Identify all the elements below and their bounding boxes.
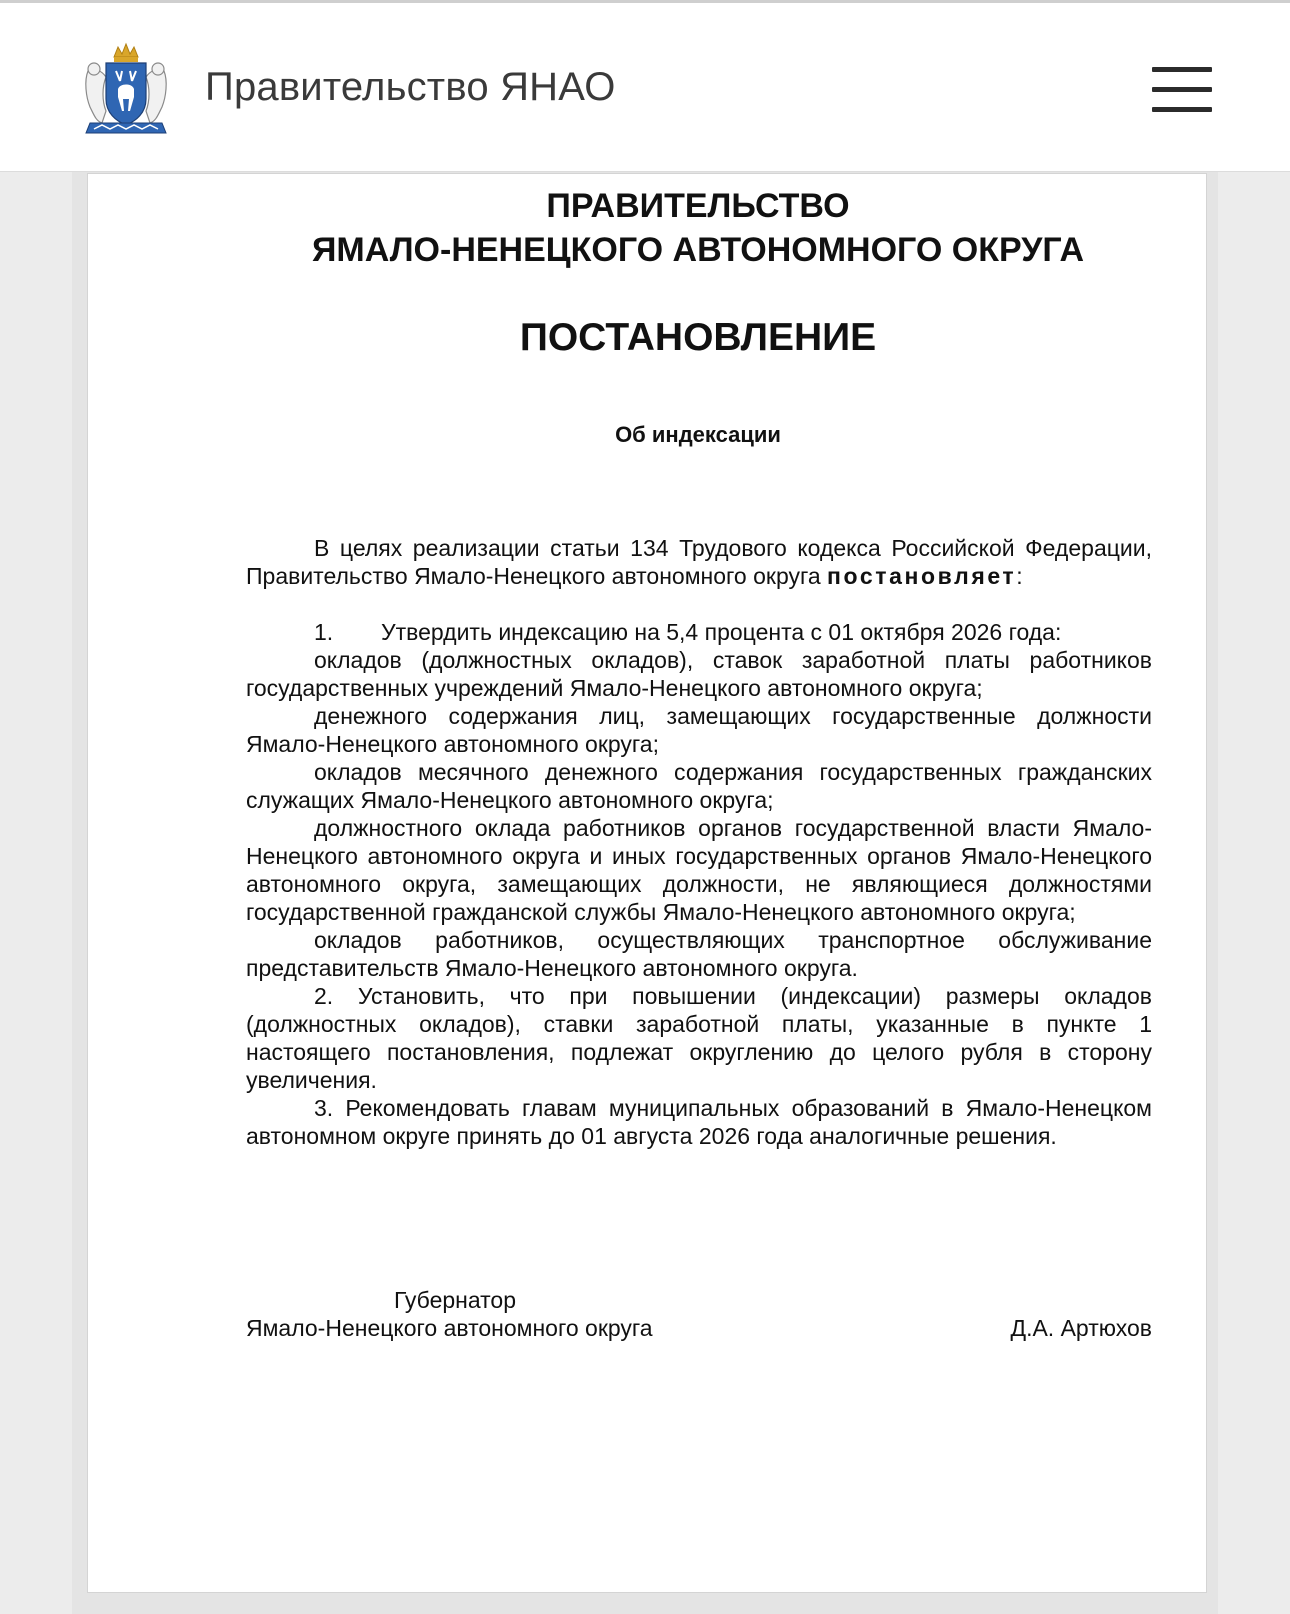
- signatory-name: Д.А. Артюхов: [1010, 1315, 1152, 1341]
- item-1-subitem: денежного содержания лиц, замещающих государственные должности Ямало-Ненецкого автономного округа;: [246, 703, 1152, 757]
- issuing-organization: [248, 184, 1148, 272]
- item-3: 3. Рекомендовать главам муниципальных образований в Ямало-Ненецком автономном округе принять до 01 августа 2026 года аналогичные решения.: [246, 1095, 1152, 1149]
- hamburger-menu-icon[interactable]: [1152, 67, 1212, 113]
- document-body: [246, 534, 1152, 1150]
- site-header: [0, 0, 1290, 172]
- coat-of-arms-icon[interactable]: [80, 41, 172, 139]
- document-page: [88, 174, 1206, 1592]
- item-1-subitem: окладов (должностных окладов), ставок заработной платы работников государственных учреждений Ямало-Ненецкого автономного округа;: [246, 647, 1152, 701]
- preamble-text: В целях реализации статьи 134 Трудового кодекса Российской Федерации, Правительство Ямало-Ненецкого автономного округа: [246, 535, 1152, 589]
- menu-bar: [1152, 107, 1212, 112]
- preamble-end: :: [1016, 563, 1023, 589]
- document-type: ПОСТАНОВЛЕНИЕ: [519, 316, 877, 359]
- signatory-region: Ямало-Ненецкого автономного округа: [246, 1315, 653, 1341]
- menu-bar: [1152, 87, 1212, 92]
- menu-bar: [1152, 67, 1212, 72]
- spacer: [246, 590, 1152, 618]
- decree-word: постановляет: [827, 563, 1017, 589]
- item-1-number: 1.: [314, 619, 334, 645]
- document-subject: Об индексации: [615, 422, 781, 447]
- org-line-2: ЯМАЛО-НЕНЕЦКОГО АВТОНОМНОГО ОКРУГА: [311, 231, 1085, 269]
- item-1-subitem: окладов работников, осуществляющих транспортное обслуживание представительств Ямало-Ненецкого автономного округа.: [246, 927, 1152, 981]
- item-1: [246, 618, 1152, 646]
- item-1-subitem: должностного оклада работников органов государственной власти Ямало-Ненецкого автономного округа и иных государственных органов Ямало-Ненецкого автономного округа, замещающих должности, не являющиеся должностями государственной гражданской службы Ямало-Ненецкого автономного округа;: [246, 815, 1152, 925]
- item-1-subitem: окладов месячного денежного содержания государственных гражданских служащих Ямало-Ненецкого автономного округа;: [246, 759, 1152, 813]
- item-2: 2. Установить, что при повышении (индексации) размеры окладов (должностных окладов), ставки заработной платы, указанные в пункте 1 настоящего постановления, подлежат округлению до целого рубля в сторону увеличения.: [246, 983, 1152, 1093]
- signatory-block: [246, 1314, 1152, 1342]
- preamble: [246, 534, 1152, 590]
- item-1-text: Утвердить индексацию на 5,4 процента с 01 октября 2026 года:: [381, 619, 1062, 645]
- site-title[interactable]: Правительство ЯНАО: [205, 65, 616, 109]
- org-line-1: ПРАВИТЕЛЬСТВО: [546, 187, 850, 225]
- signatory-title: Губернатор: [394, 1287, 517, 1313]
